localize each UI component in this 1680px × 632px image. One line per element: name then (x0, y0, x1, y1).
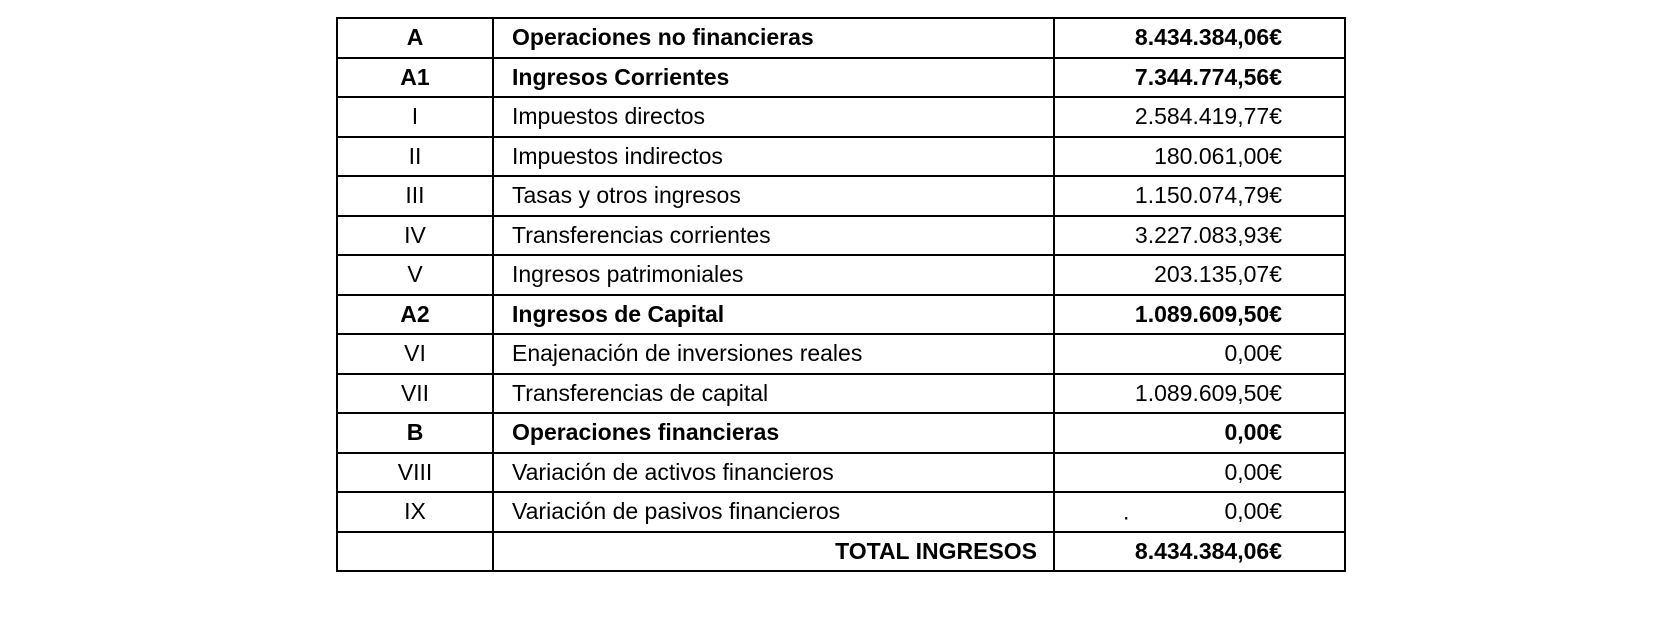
table-row (337, 216, 1345, 256)
amount-wrapper (1055, 26, 1282, 49)
amount-value: 1.150.074,79€ (1134, 182, 1282, 209)
amount-cell (1054, 492, 1345, 532)
amount-cell (1054, 413, 1345, 453)
empty-cell (337, 532, 493, 572)
amount-cell (1054, 137, 1345, 177)
amount-wrapper (1055, 458, 1282, 485)
chapter-code-cell: II (337, 137, 493, 177)
description-cell: Operaciones no financieras (493, 18, 1054, 58)
stray-dot-mark: . (1123, 498, 1130, 525)
amount-wrapper (1055, 142, 1282, 169)
amount-cell (1054, 216, 1345, 256)
amount-wrapper (1055, 300, 1282, 327)
chapter-code-cell: VIII (337, 453, 493, 493)
chapter-code-cell: IV (337, 216, 493, 256)
description-cell: Impuestos indirectos (493, 137, 1054, 177)
description-cell: Ingresos patrimoniales (493, 255, 1054, 295)
amount-cell (1054, 255, 1345, 295)
table-row (337, 334, 1345, 374)
chapter-code-cell: B (337, 413, 493, 453)
amount-cell (1054, 374, 1345, 414)
amount-wrapper (1055, 221, 1282, 248)
amount-value: 2.584.419,77€ (1134, 103, 1282, 130)
table-row (337, 413, 1345, 453)
table-row (337, 374, 1345, 414)
table-row (337, 97, 1345, 137)
description-cell: Tasas y otros ingresos (493, 176, 1054, 216)
description-cell: Operaciones financieras (493, 413, 1054, 453)
amount-wrapper (1055, 184, 1282, 207)
table-row (337, 255, 1345, 295)
amount-value: 0,00€ (1224, 498, 1282, 525)
amount-value: 1.089.609,50€ (1134, 379, 1282, 406)
description-cell: Variación de pasivos financieros (493, 492, 1054, 532)
table-row (337, 295, 1345, 335)
amount-value: 0,00€ (1224, 340, 1282, 367)
amount-cell (1054, 176, 1345, 216)
description-cell: Impuestos directos (493, 97, 1054, 137)
amount-cell (1054, 18, 1345, 58)
amount-value: 3.227.083,93€ (1134, 221, 1282, 248)
amount-cell (1054, 97, 1345, 137)
total-amount: 8.434.384,06€ (1054, 532, 1345, 572)
description-cell: Enajenación de inversiones reales (493, 334, 1054, 374)
amount-value: 1.089.609,50€ (1134, 300, 1282, 327)
total-row (337, 532, 1345, 572)
chapter-code-cell: VI (337, 334, 493, 374)
chapter-code-cell: I (337, 97, 493, 137)
table-row (337, 137, 1345, 177)
amount-cell (1054, 58, 1345, 98)
chapter-code-cell: A2 (337, 295, 493, 335)
amount-cell (1054, 334, 1345, 374)
amount-value: 0,00€ (1224, 458, 1282, 485)
amount-value: 0,00€ (1224, 419, 1282, 446)
chapter-code-cell: V (337, 255, 493, 295)
description-cell: Variación de activos financieros (493, 453, 1054, 493)
income-budget-table (336, 17, 1346, 572)
table-row (337, 492, 1345, 532)
chapter-code-cell: IX (337, 492, 493, 532)
table-row (337, 18, 1345, 58)
amount-wrapper (1055, 105, 1282, 128)
amount-wrapper (1055, 63, 1282, 90)
chapter-code-cell: A1 (337, 58, 493, 98)
amount-wrapper (1055, 379, 1282, 406)
table-row (337, 453, 1345, 493)
amount-value: 8.434.384,06€ (1134, 24, 1282, 51)
table-row (337, 176, 1345, 216)
description-cell: Transferencias de capital (493, 374, 1054, 414)
amount-wrapper (1055, 500, 1282, 523)
description-cell: Transferencias corrientes (493, 216, 1054, 256)
amount-wrapper (1055, 263, 1282, 286)
description-cell: Ingresos de Capital (493, 295, 1054, 335)
amount-wrapper (1055, 342, 1282, 365)
table-row (337, 58, 1345, 98)
description-cell: Ingresos Corrientes (493, 58, 1054, 98)
amount-cell (1054, 453, 1345, 493)
chapter-code-cell: III (337, 176, 493, 216)
amount-cell (1054, 295, 1345, 335)
amount-value: 180.061,00€ (1154, 142, 1282, 169)
chapter-code-cell: VII (337, 374, 493, 414)
table-body (337, 18, 1345, 571)
chapter-code-cell: A (337, 18, 493, 58)
total-label: TOTAL INGRESOS (493, 532, 1054, 572)
amount-wrapper (1055, 421, 1282, 444)
amount-value: 7.344.774,56€ (1134, 63, 1282, 90)
amount-value: 203.135,07€ (1154, 261, 1282, 288)
